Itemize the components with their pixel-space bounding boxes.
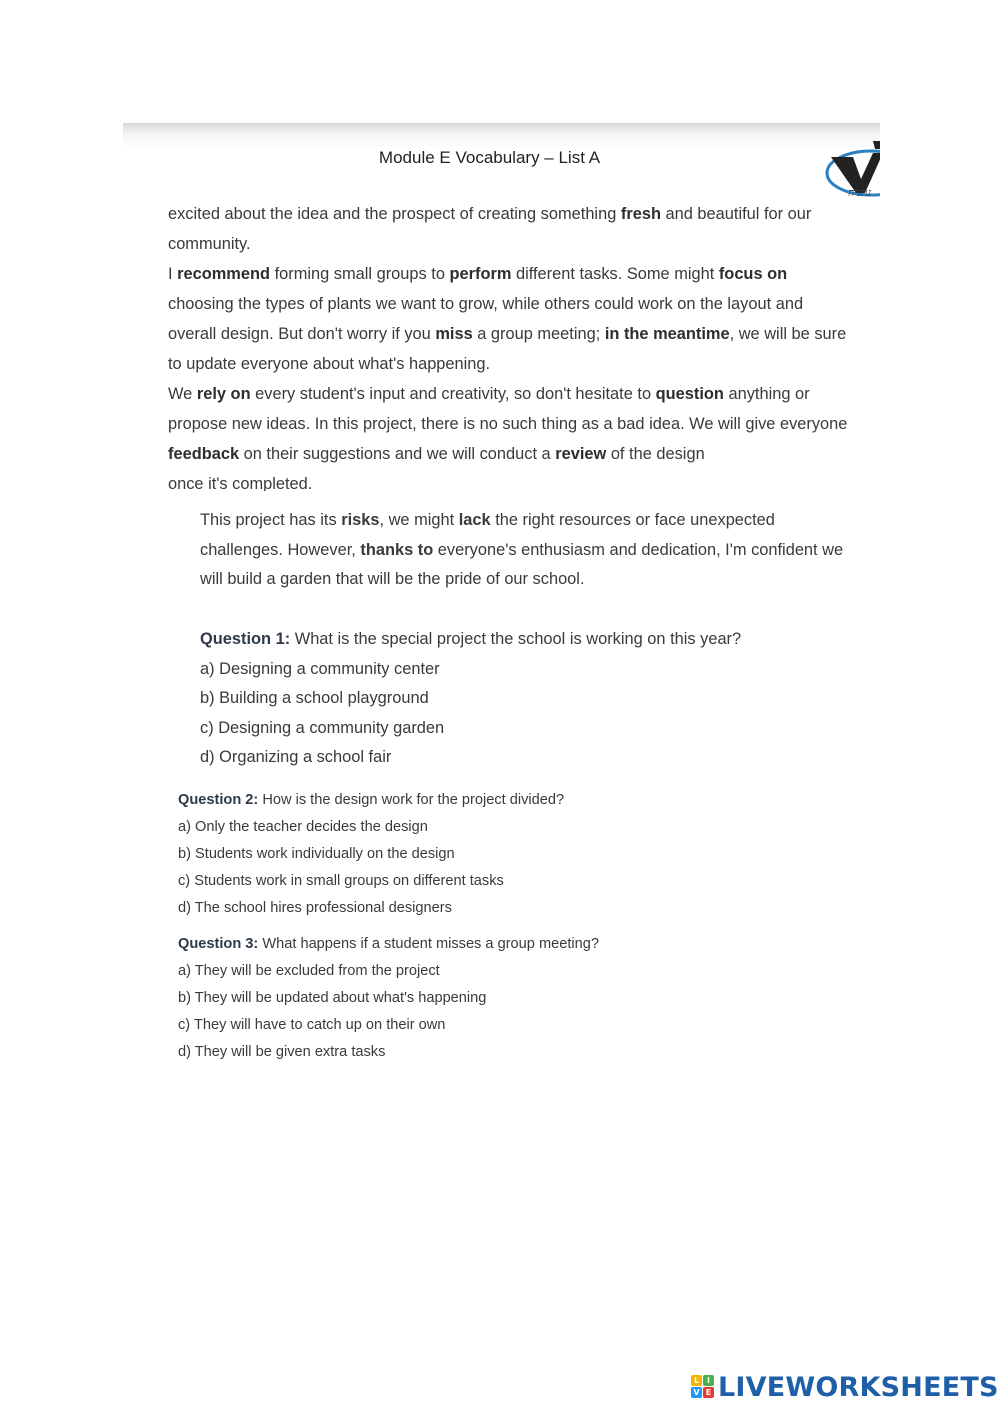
reading-passage-continued [200, 506, 860, 595]
question-1-option-d: d) Organizing a school fair [200, 748, 392, 767]
question-3 [178, 931, 778, 1066]
vocabulary-word: lack [458, 511, 491, 529]
paragraph-2 [168, 259, 848, 379]
logo-caption: נתניה [848, 186, 872, 199]
question-2-prompt [178, 787, 778, 814]
watermark-text: LIVEWORKSHEETS [718, 1371, 999, 1403]
paragraph-3 [168, 379, 848, 469]
passage-text: everyone's enthusiasm and dedication, I'm confident we will build a garden that will be the pride of our school. [200, 540, 844, 588]
vocabulary-word: fresh [620, 205, 661, 223]
question-3-option-b: b) They will be updated about what's happening [178, 990, 487, 1006]
vocabulary-word: recommend [177, 265, 271, 283]
question-1-option-b: b) Building a school playground [200, 689, 429, 708]
paragraph-3-cut-line: once it's completed. [168, 475, 313, 491]
passage-text: a group meeting; [472, 325, 605, 343]
document-title: Module E Vocabulary – List A [378, 148, 601, 167]
question-3-prompt [178, 931, 778, 958]
passage-text: different tasks. Some might [511, 265, 719, 283]
question-2 [178, 787, 778, 922]
vocabulary-word: review [555, 445, 607, 463]
vocabulary-word: risks [341, 511, 380, 529]
passage-text: the right resources or face unexpected challenges. However, [200, 511, 775, 559]
passage-text: every student's input and creativity, so don't hesitate to [250, 385, 656, 403]
passage-text: I [168, 265, 178, 283]
logo-letter-l: L [691, 1375, 702, 1386]
vocabulary-word: perform [449, 265, 512, 283]
page-header [123, 123, 880, 193]
vocabulary-word: feedback [168, 445, 240, 463]
question-1 [200, 625, 850, 773]
passage-text: and beautiful for our community. [168, 205, 812, 253]
logo-letter-e: E [703, 1387, 714, 1398]
vocabulary-word: focus on [718, 265, 788, 283]
question-1-text: What is the special project the school is working on this year? [290, 630, 742, 648]
vocabulary-word: in the meantime [604, 325, 730, 343]
passage-text: forming small groups to [270, 265, 450, 283]
passage-text: of the design [606, 445, 705, 463]
reading-passage [168, 199, 848, 469]
question-2-text: How is the design work for the project divided? [258, 792, 565, 808]
passage-text: choosing the types of plants we want to grow, while others could work on the layout and overall design. But don't worry if you [168, 295, 804, 343]
vocabulary-word: question [655, 385, 724, 403]
question-1-label: Question 1: [200, 630, 291, 648]
question-2-option-b: b) Students work individually on the design [178, 846, 455, 862]
question-3-option-a: a) They will be excluded from the project [178, 963, 440, 979]
paragraph-4 [200, 506, 860, 595]
vocabulary-word: miss [435, 325, 473, 343]
passage-text: , we will be sure to update everyone about what's happening. [168, 325, 847, 373]
question-3-option-d: d) They will be given extra tasks [178, 1044, 386, 1060]
vocabulary-word: rely on [196, 385, 251, 403]
logo-letter-i: I [703, 1375, 714, 1386]
passage-text: This project has its [200, 511, 342, 529]
question-1-prompt [200, 625, 850, 655]
passage-text: , we might [379, 511, 459, 529]
liveworksheets-watermark[interactable] [691, 1371, 999, 1403]
question-2-option-c: c) Students work in small groups on different tasks [178, 873, 504, 889]
question-2-label: Question 2: [178, 792, 259, 808]
paragraph-1 [168, 199, 848, 259]
question-3-label: Question 3: [178, 936, 259, 952]
passage-text: anything or propose new ideas. In this project, there is no such thing as a bad idea. We will give everyone [168, 385, 848, 433]
question-3-text: What happens if a student misses a group meeting? [258, 936, 599, 952]
passage-text: We [168, 385, 197, 403]
question-1-option-a: a) Designing a community center [200, 659, 440, 678]
liveworksheets-logo-icon [691, 1375, 715, 1399]
question-1-option-c: c) Designing a community garden [200, 718, 445, 737]
vocabulary-word: thanks to [360, 540, 434, 559]
question-2-option-a: a) Only the teacher decides the design [178, 819, 428, 835]
question-3-option-c: c) They will have to catch up on their own [178, 1017, 446, 1033]
question-2-option-d: d) The school hires professional designers [178, 900, 452, 916]
passage-text: excited about the idea and the prospect of creating something [168, 205, 621, 223]
logo-letter-v: V [691, 1387, 702, 1398]
passage-text: on their suggestions and we will conduct a [239, 445, 556, 463]
